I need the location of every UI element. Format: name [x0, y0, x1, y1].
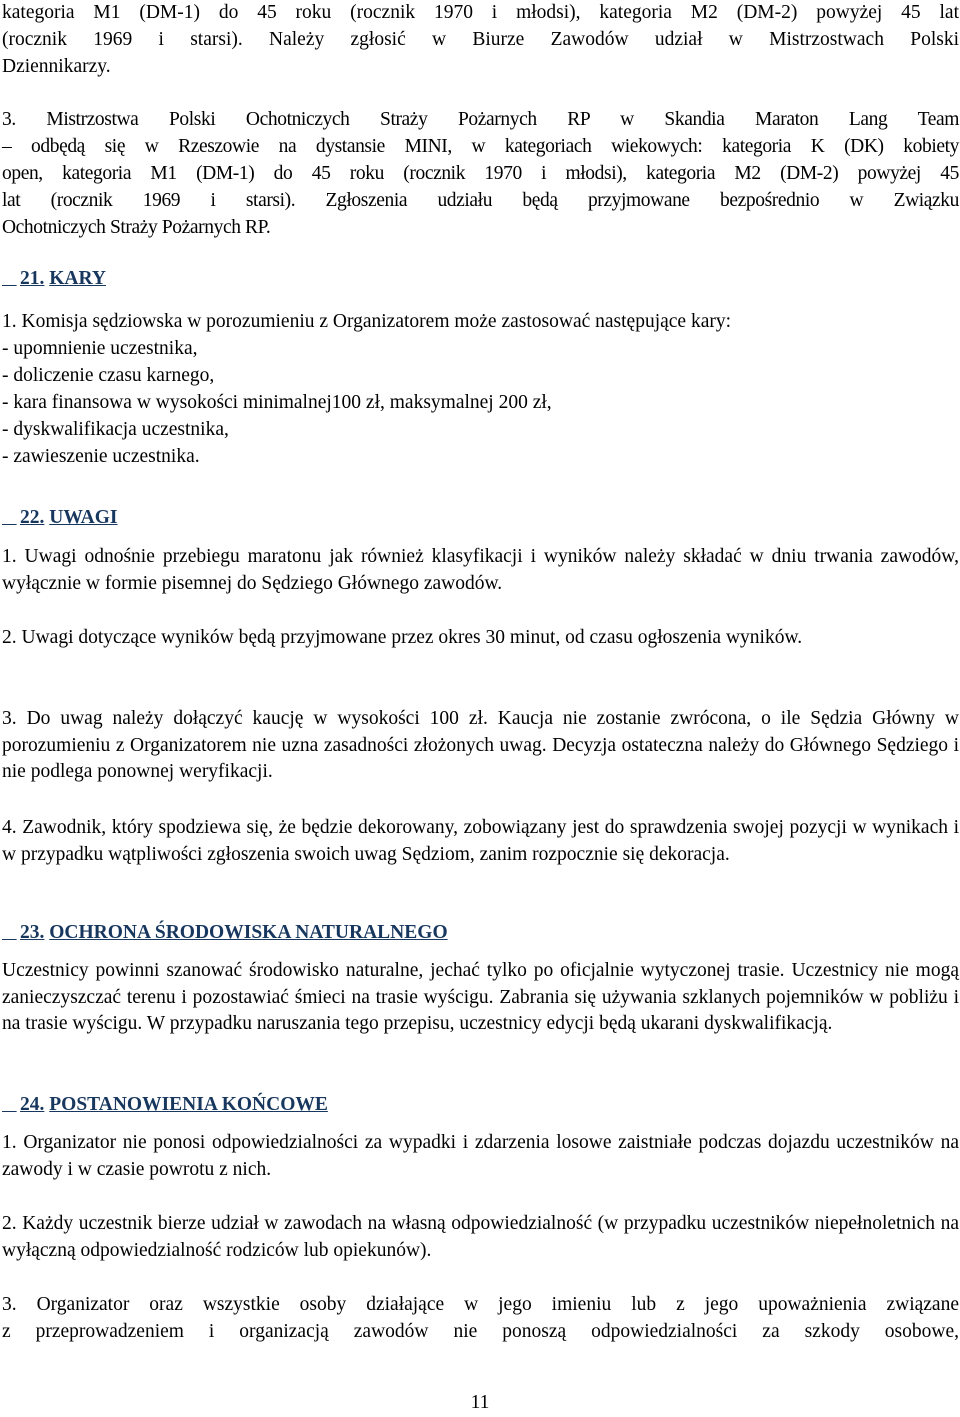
list-item: - kara finansowa w wysokości minimalnej100 zł, maksymalnej 200 zł,: [2, 392, 552, 413]
section-heading-23: [2, 920, 448, 947]
paragraph: 1. Uwagi odnośnie przebiegu maratonu jak również klasyfikacji i wyników należy składać w dniu trwania zawodów, wyłącznie w formie pisemnej do Sędziego Głównego zawodów.: [2, 546, 959, 594]
paragraph: 2. Uwagi dotyczące wyników będą przyjmowane przez okres 30 minut, od czasu ogłoszenia wyników.: [2, 627, 803, 648]
section-title: OCHRONA ŚRODOWISKA NATURALNEGO: [49, 922, 448, 943]
paragraph: 3. Do uwag należy dołączyć kaucję w wysokości 100 zł. Kaucja nie zostanie zwrócona, o ile Sędzia Główny w porozumieniu z Organizatorem nie uzna zasadności złożonych uwag. Decyzja ostateczna należy do Głównego Sędziego i nie podlega ponownej weryfikacji.: [2, 708, 959, 782]
paragraph-line: kategoria M1 (DM-1) do 45 roku (rocznik 1970 i młodsi), kategoria M2 (DM-2) powyżej 45 lat: [2, 2, 959, 23]
section-title: UWAGI: [49, 507, 118, 528]
paragraph-line: Dziennikarzy.: [2, 56, 111, 77]
section-number: 23.: [20, 922, 45, 943]
section-heading-22: [2, 505, 118, 532]
list-item: - zawieszenie uczestnika.: [2, 446, 200, 467]
section-number: 21.: [20, 268, 45, 289]
paragraph: 2. Każdy uczestnik bierze udział w zawodach na własną odpowiedzialność (w przypadku uczestników niepełnoletnich na wyłączną odpowiedzialność rodziców lub opiekunów).: [2, 1213, 959, 1261]
section-title: KARY: [49, 268, 106, 289]
paragraph: 1. Organizator nie ponosi odpowiedzialności za wypadki i zdarzenia losowe zaistniałe podczas dojazdu uczestników na zawody i w czasie powrotu z nich.: [2, 1132, 959, 1180]
section-number: 24.: [20, 1094, 45, 1115]
section-title: POSTANOWIENIA KOŃCOWE: [49, 1094, 328, 1115]
list-item: - dyskwalifikacja uczestnika,: [2, 419, 229, 440]
list-item: - doliczenie czasu karnego,: [2, 365, 215, 386]
item3-line: lat (rocznik 1969 i starsi). Zgłoszenia udziału będą przyjmowane bezpośrednio w Związku: [2, 190, 959, 211]
list-item: 1. Komisja sędziowska w porozumieniu z Organizatorem może zastosować następujące kary:: [2, 311, 732, 332]
section-heading-24: [2, 1092, 328, 1119]
paragraph: Uczestnicy powinni szanować środowisko naturalne, jechać tylko po oficjalnie wytyczonej trasie. Uczestnicy nie mogą zanieczyszczać terenu i pozostawiać śmieci na trasie wyścigu. Zabrania się używania szklanych pojemników w pobliżu i na trasie wyścigu. W przypadku naruszania tego przepisu, uczestnicy edycji będą ukarani dyskwalifikacją.: [2, 960, 959, 1034]
item3-line: 3. Mistrzostwa Polski Ochotniczych Straży Pożarnych RP w Skandia Maraton Lang Team: [2, 109, 959, 130]
item3-line: open, kategoria M1 (DM-1) do 45 roku (rocznik 1970 i młodsi), kategoria M2 (DM-2) powyżej 45: [2, 163, 959, 184]
item3-line: Ochotniczych Straży Pożarnych RP.: [2, 217, 271, 238]
list-item: - upomnienie uczestnika,: [2, 338, 198, 359]
paragraph-line: (rocznik 1969 i starsi). Należy zgłosić w Biurze Zawodów udział w Mistrzostwach Polski: [2, 29, 959, 50]
paragraph-line: z przeprowadzeniem i organizacją zawodów nie ponoszą odpowiedzialności za szkody osobowe,: [2, 1321, 959, 1342]
section-heading-21: [2, 266, 106, 293]
page-number: 11: [470, 1392, 490, 1413]
section-number: 22.: [20, 507, 45, 528]
paragraph-line: 3. Organizator oraz wszystkie osoby działające w jego imieniu lub z jego upoważnienia związane: [2, 1294, 959, 1315]
paragraph: 4. Zawodnik, który spodziewa się, że będzie dekorowany, zobowiązany jest do sprawdzenia swojej pozycji w wynikach i w przypadku wątpliwości zgłoszenia swoich uwag Sędziom, zanim rozpocznie się dekoracja.: [2, 817, 959, 865]
item3-line: – odbędą się w Rzeszowie na dystansie MINI, w kategoriach wiekowych: kategoria K (DK) kobiety: [2, 136, 959, 157]
